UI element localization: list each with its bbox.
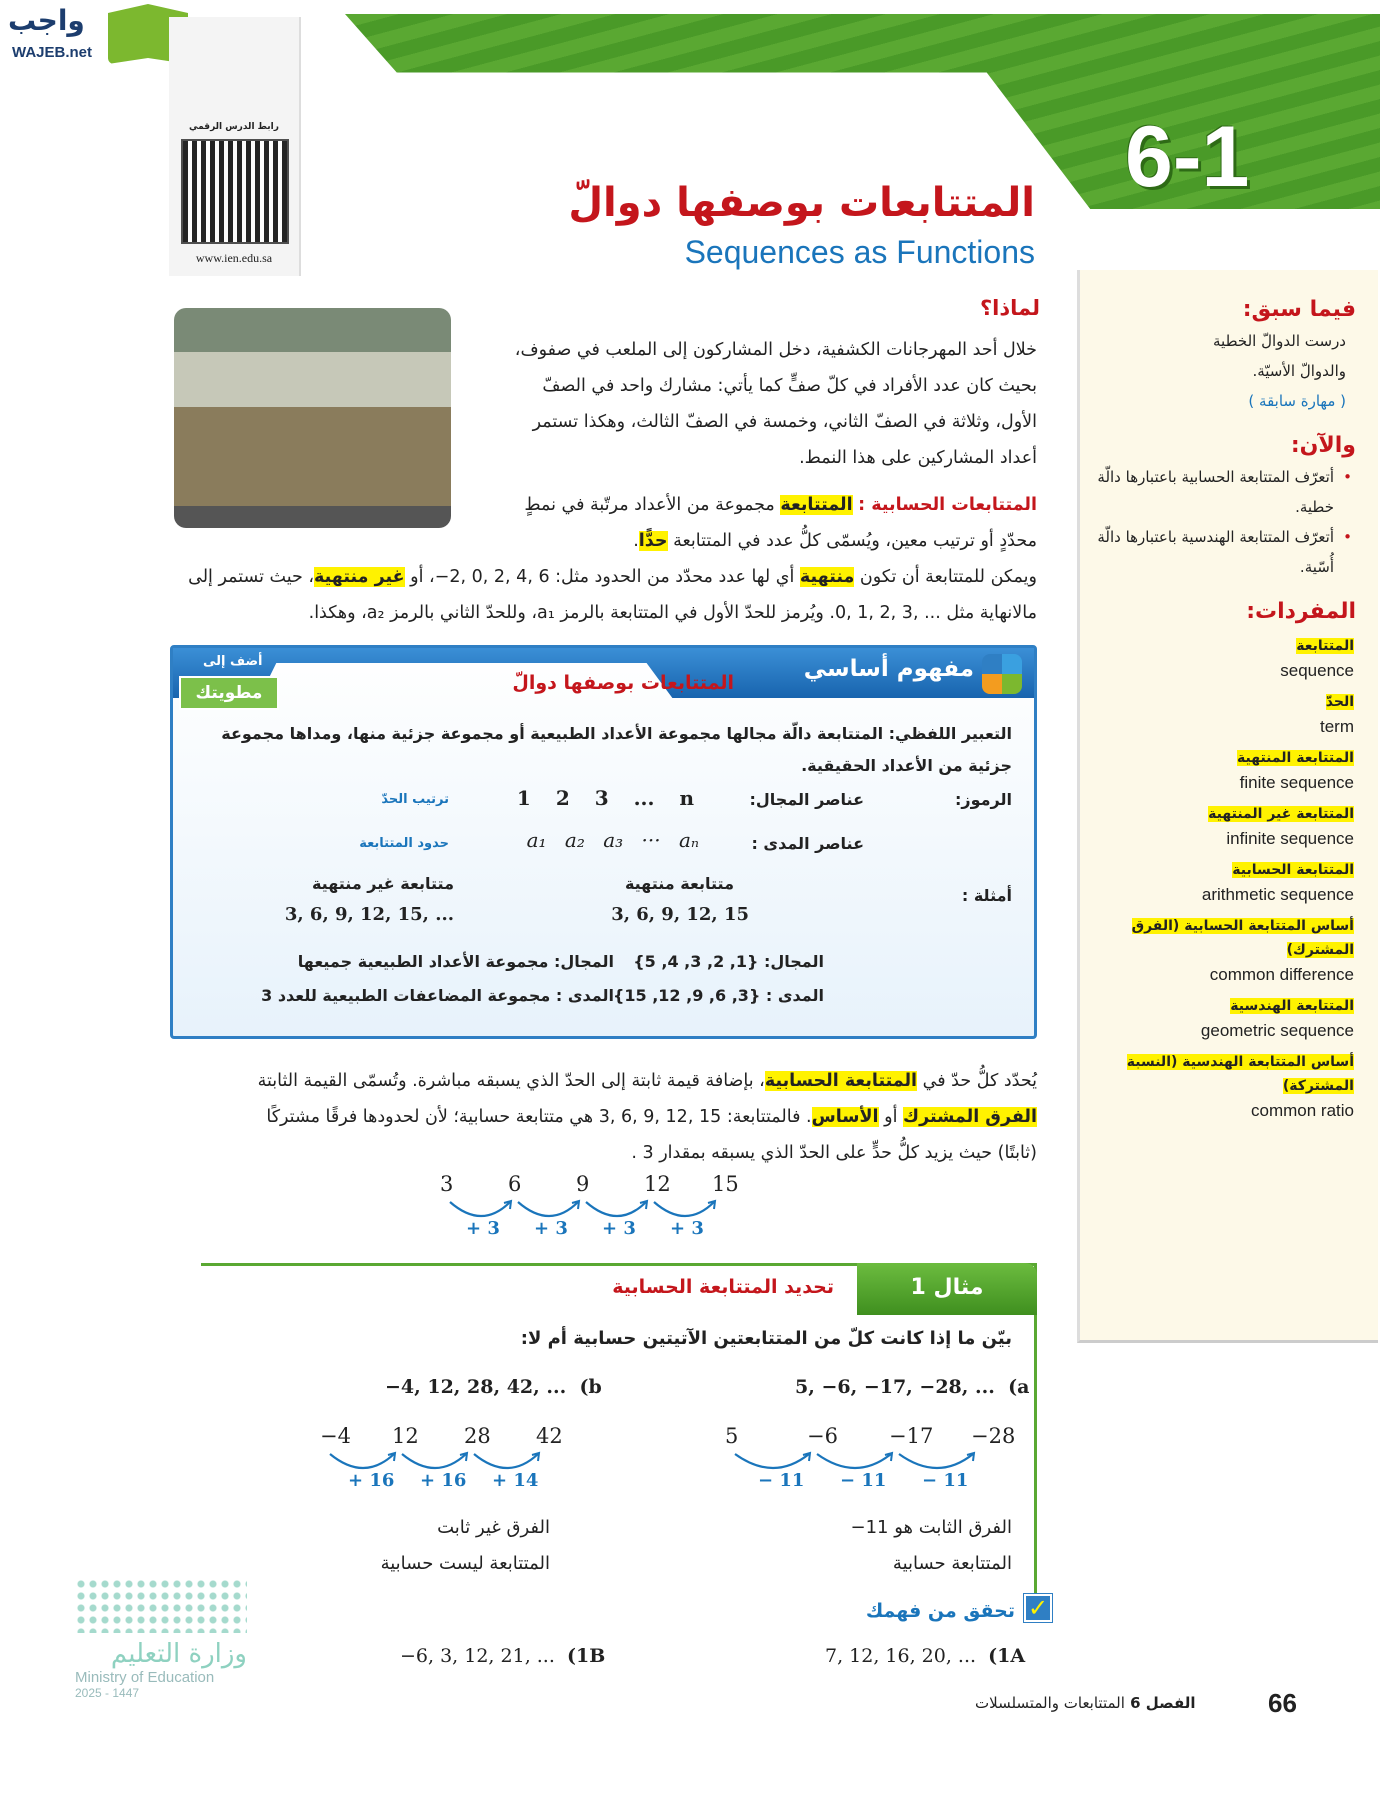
check-1b: −6, 3, 12, 21, ... (1B [400,1645,606,1667]
sequence-term: −17 [889,1424,934,1448]
logo-text: واجب [8,4,85,37]
vocab-item: المتتابعة الهندسية geometric sequence [1200,998,1354,1040]
vocab-item: أساس المتتابعة الحسابية (الفرق المشترك) common difference [1131,918,1354,984]
example-tab: مثال 1 [857,1263,1037,1315]
sequence-term: 6 [508,1172,522,1196]
concept-title: المتتابعات بوصفها دوالّ [512,672,734,694]
difference-label: − 11 [922,1470,969,1491]
lesson-number: 6-1 [1125,109,1250,205]
sequence-term: 12 [392,1424,419,1448]
key-concept-badge: مفهوم أساسي [803,656,974,682]
before-heading: فيما سبق: [1242,297,1356,322]
logo-sub: WAJEB.net [12,44,93,61]
difference-label: + 16 [420,1470,467,1491]
check-heading: تحقق من فهمك [865,1600,1015,1622]
domain-note: ترتيب الحدّ [381,792,449,807]
lesson-title-ar: المتتابعات بوصفها دوالّ [568,180,1035,226]
finite-def: ويمكن للمتتابعة أن تكون منتهية أي لها عدد محدّد من الحدود مثل: 6 ,4 ,2 ,0 ,2−، أو غير منتهية، حيث تستمر إلى مالانهاية مثل ... ,3 ,2 ,1 ,0. ويُرمز للحدّ الأول في المتتابعة بالرمز a₁، وللحدّ الثاني بالرمز a₂، وهكذا. [188,567,1037,623]
sequence-term: 3 [440,1172,454,1196]
wajeb-logo[interactable] [8,4,188,66]
page-number: 66 [1268,1688,1297,1718]
finite-example: 3, 6, 9, 12, 15 [611,904,749,925]
finite-range: المدى : {3, 6, 9, 12, 15} [612,986,824,1005]
vocab-heading: المفردات: [1246,599,1356,624]
arith-def: المتتابعات الحسابية : المتتابعة مجموعة من الأعداد مرتّبة في نمطٍ محدّدٍ أو ترتيب معين، ويُسمّى كلُّ عدد في المتتابعة حدًّا. [524,495,1037,551]
difference-label: + 16 [348,1470,395,1491]
qr-url[interactable]: www.ien.edu.sa [195,251,273,265]
ministry-logo: وزارة التعليم Ministry of Education 2025 - 1447 [75,1578,247,1728]
domain-label: عناصر المجال: [749,790,864,809]
sequence-term: −6 [807,1424,838,1448]
part-a-result: الفرق الثابت هو 11− المتتابعة حسابية [850,1517,1012,1574]
now-heading: والآن: [1290,433,1356,458]
domain-elements: 1 2 3 ... n [516,786,694,810]
scouts-photo [174,308,451,528]
common-difference-text: يُحدّد كلُّ حدّ في المتتابعة الحسابية، بإضافة قيمة ثابتة إلى الحدّ الذي يسبقه مباشرة. وتُسمّى القيمة الثابتة الفرق المشترك أو الأساس. فالمتتابعة: 15 ,12 ,9 ,6 ,3 هي متتابعة حسابية؛ لأن لحدودها فرقًا مشتركًا (ثابتًا) حيث يزيد كلُّ حدٍّ على الحدّ الذي يسبقه بمقدار 3 . [257,1071,1037,1163]
vocab-item: المتتابعة الحسابية arithmetic sequence [1201,862,1354,904]
vocab-item: المتتابعة غير المنتهية infinite sequence [1208,806,1354,848]
footer-chapter: الفصل 6 المتتابعات والمتسلسلات [975,1694,1196,1712]
now-item: • أتعرّف المتتابعة الحسابية باعتبارها دالّة خطية. [1097,468,1352,516]
range-note: حدود المتتابعة [359,836,449,851]
difference-label: + 3 [670,1218,704,1239]
infinite-range: المدى : مجموعة المضاعفات الطبيعية للعدد 3 [261,986,614,1005]
checkmark-icon: ✓ [1024,1594,1052,1622]
infinite-example: 3, 6, 9, 12, 15, ... [284,904,454,925]
qr-panel [169,17,301,276]
sequence-b-diagram [320,1424,570,1494]
sequence-term: 15 [712,1172,739,1196]
key-concept-box [170,645,1037,1039]
vocab-item: المتتابعة sequence [1280,638,1354,680]
check-1a: 7, 12, 16, 20, ... (1A [825,1645,1026,1667]
examples-label: أمثلة : [961,886,1012,905]
difference-label: + 3 [534,1218,568,1239]
sequence-a-diagram [725,1424,1016,1494]
range-label: عناصر المدى : [751,834,864,853]
why-text: خلال أحد المهرجانات الكشفية، دخل المشاركون إلى الملعب في صفوف، بحيث كان عدد الأفراد في كلّ صفٍّ كما يأتي: مشارك واحد في الصفّ الأول، وثلاثة في الصفّ الثاني، وخمسة في الصفّ الثالث، وهكذا تستمر أعداد المشاركين على هذا النمط. [514,340,1037,468]
now-item: • أتعرّف المتتابعة الهندسية باعتبارها دالّة أُسّية. [1097,528,1352,576]
infinite-label: متتابعة غير منتهية [311,874,454,893]
sequence-term: 9 [576,1172,590,1196]
difference-label: − 11 [840,1470,887,1491]
finite-domain: المجال: {1, 2, 3, 4, 5} [633,952,824,971]
symbols-label: الرموز: [955,790,1012,809]
sequence-term: 42 [536,1424,563,1448]
infinite-domain: المجال: مجموعة الأعداد الطبيعية جميعها [297,952,614,971]
finite-label: متتابعة منتهية [624,874,734,893]
vocab-item: أساس المتتابعة الهندسية (النسبة المشتركة) common ratio [1126,1054,1354,1120]
why-heading: لماذا؟ [979,296,1040,320]
part-b-result: الفرق غير ثابت المتتابعة ليست حسابية [380,1517,550,1574]
qr-code[interactable] [181,139,289,244]
sequence-term: 5 [725,1424,739,1448]
difference-label: − 11 [758,1470,805,1491]
sequence-term: 12 [644,1172,671,1196]
concept-icon [982,654,1022,694]
verbal: التعبير اللفظي: المتتابعة دالّة مجالها مجموعة الأعداد الطبيعية أو مجموعة جزئية منها، ومداها مجموعة جزئية من الأعداد الحقيقية. [221,724,1012,775]
example-title: تحديد المتتابعة الحسابية [612,1276,834,1298]
example-question: بيّن ما إذا كانت كلّ من المتتابعتين الآتيتين حسابية أم لا: [520,1328,1012,1349]
before-text: درست الدوالّ الخطية والدوالّ الأسيّة. [1213,332,1346,380]
lesson-title-en: Sequences as Functions [684,234,1035,270]
sequence-term: −28 [971,1424,1016,1448]
part-a: 5, −6, −17, −28, ... (a [795,1376,1030,1398]
sequence-term: 28 [464,1424,491,1448]
foldable-label: أضف إلى [203,654,263,669]
prior-skill-link[interactable]: ( مهارة سابقة ) [1248,392,1346,410]
qr-label: رابط الدرس الرقمي [189,122,279,132]
difference-label: + 14 [492,1470,539,1491]
sidebar [1077,270,1378,1343]
difference-label: + 3 [602,1218,636,1239]
sequence-diagram [440,1172,780,1242]
difference-label: + 3 [466,1218,500,1239]
sequence-term: −4 [320,1424,351,1448]
range-elements: a₁ a₂ a₃ ··· aₙ [526,828,699,852]
foldable-button[interactable]: مطويتك [179,676,279,710]
vocab-item: الحدّ term [1320,694,1354,736]
vocab-item: المتتابعة المنتهية finite sequence [1237,750,1354,792]
part-b: −4, 12, 28, 42, ... (b [385,1376,602,1398]
